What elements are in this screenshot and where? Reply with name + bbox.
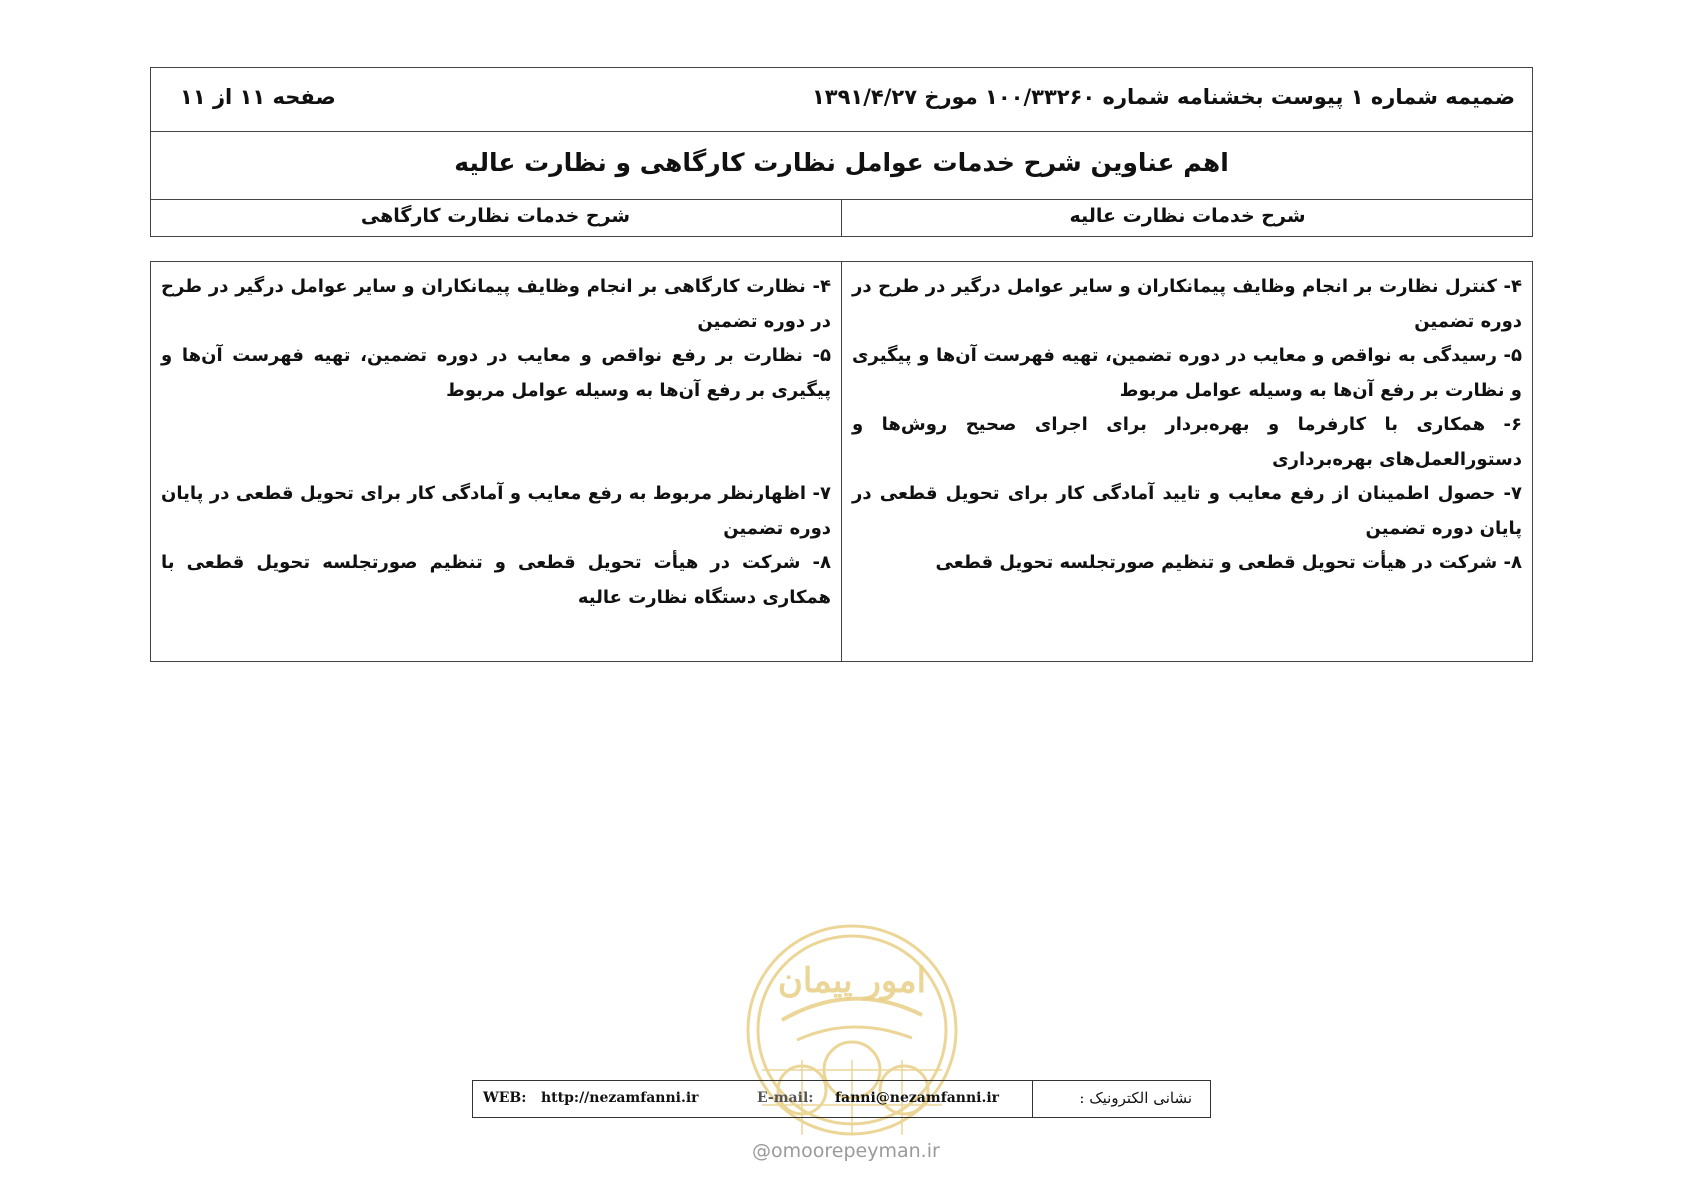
column-divider	[841, 200, 842, 237]
document-reference: ضمیمه شماره ۱ پیوست بخشنامه شماره ۱۰۰/۳۳۲۶۰ مورخ ۱۳۹۱/۴/۲۷	[811, 85, 1515, 109]
list-item: ۶- همکاری با کارفرما و بهره‌بردار برای اجرای صحیح روش‌ها و دستورالعمل‌های بهره‌برداری	[852, 414, 1522, 470]
header-info-row	[150, 67, 1533, 132]
site-supervision-column	[161, 270, 831, 615]
list-item: ۸- شرکت در هیأت تحویل قطعی و تنظیم صورتجلسه تحویل قطعی	[935, 552, 1522, 573]
page-title: اهم عناوین شرح خدمات عوامل نظارت کارگاهی و نظارت عالیه	[454, 148, 1229, 177]
stamp-text: امور پیمان	[777, 961, 927, 1001]
website-link[interactable]: http://nezamfanni.ir	[541, 1090, 699, 1106]
email-link[interactable]: fanni@nezamfanni.ir	[835, 1090, 1000, 1106]
footer-divider	[1032, 1080, 1033, 1118]
page-number: صفحه ۱۱ از ۱۱	[180, 85, 336, 109]
email-label: E-mail:	[757, 1090, 814, 1106]
list-item: ۵- نظارت بر رفع نواقص و معایب در دوره تضمین، تهیه فهرست آن‌ها و پیگیری بر رفع آن‌ها به وسیله عوامل مربوط	[161, 345, 831, 401]
web-label: WEB:	[483, 1090, 527, 1106]
supreme-supervision-column	[852, 270, 1522, 581]
table-column-divider	[841, 261, 842, 662]
column-header-site-supervision: شرح خدمات نظارت کارگاهی	[360, 205, 631, 227]
title-row	[150, 132, 1533, 200]
list-item: ۸- شرکت در هیأت تحویل قطعی و تنظیم صورتجلسه تحویل قطعی با همکاری دستگاه نظارت عالیه	[161, 552, 831, 608]
list-item: ۷- حصول اطمینان از رفع معایب و تایید آمادگی کار برای تحویل قطعی در پایان دوره تضمین	[852, 483, 1522, 539]
column-header-supreme-supervision: شرح خدمات نظارت عالیه	[1069, 205, 1306, 227]
watermark-text: @omoorepeyman.ir	[752, 1140, 940, 1162]
list-item: ۷- اظهارنظر مربوط به رفع معایب و آمادگی کار برای تحویل قطعی در پایان دوره تضمین	[161, 483, 831, 539]
list-item: ۴- کنترل نظارت بر انجام وظایف پیمانکاران و سایر عوامل درگیر در طرح در دوره تضمین	[852, 276, 1522, 332]
electronic-address-label: نشانی الکترونیک :	[1079, 1089, 1192, 1107]
list-item: ۴- نظارت کارگاهی بر انجام وظایف پیمانکاران و سایر عوامل درگیر در طرح در دوره تضمین	[161, 276, 831, 332]
footer-contact-box	[472, 1080, 1211, 1118]
list-item: ۵- رسیدگی به نواقص و معایب در دوره تضمین، تهیه فهرست آن‌ها و پیگیری و نظارت بر رفع آن‌ها به وسیله عوامل مربوط	[852, 345, 1522, 401]
empty-gap	[161, 408, 831, 477]
